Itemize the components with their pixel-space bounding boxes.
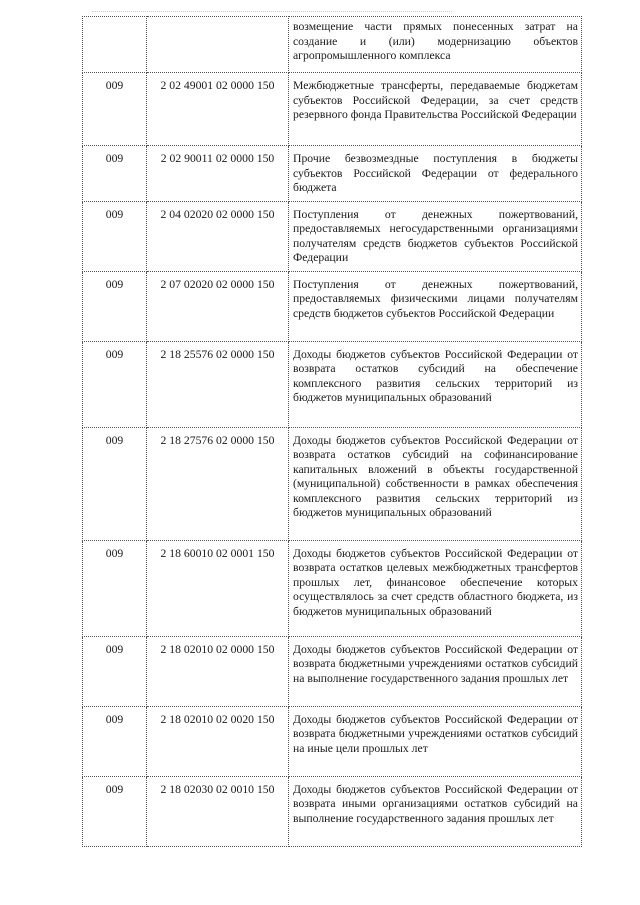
description-cell: Прочие безвозмездные поступления в бюджеты субъектов Российской Федерации от федерального бюджета: [289, 146, 582, 202]
description-cell: Межбюджетные трансферты, передаваемые бюджетам субъектов Российской Федерации, за счет средств резервного фонда Правительства Российской Федерации: [289, 73, 582, 146]
income-code-cell: 2 18 02030 02 0010 150: [147, 776, 289, 846]
description-cell: Доходы бюджетов субъектов Российской Федерации от возврата остатков субсидий на софинансирование капитальных вложений в объекты государственной (муниципальной) собственности в рамках обеспечения комплексного развития сельских территорий из бюджетов муниципальных образований: [289, 427, 582, 540]
description-cell: Доходы бюджетов субъектов Российской Федерации от возврата иными организациями остатков субсидий на выполнение государственного задания прошлых лет: [289, 776, 582, 846]
income-code-cell: 2 18 02010 02 0000 150: [147, 636, 289, 706]
description-cell: Доходы бюджетов субъектов Российской Федерации от возврата бюджетными учреждениями остатков субсидий на иные цели прошлых лет: [289, 706, 582, 776]
description-cell: возмещение части прямых понесенных затрат на создание и (или) модернизацию объектов агропромышленного комплекса: [289, 17, 582, 73]
admin-code-cell: 009: [83, 271, 147, 341]
admin-code-cell: 009: [83, 427, 147, 540]
admin-code-cell: [83, 17, 147, 73]
income-code-cell: 2 07 02020 02 0000 150: [147, 271, 289, 341]
table-row: [83, 17, 582, 73]
income-codes-table: [82, 16, 582, 847]
table-row: [83, 636, 582, 706]
income-code-cell: 2 02 49001 02 0000 150: [147, 73, 289, 146]
description-cell: Поступления от денежных пожертвований, предоставляемых физическими лицами получателям средств бюджетов субъектов Российской Федерации: [289, 271, 582, 341]
table-row: [83, 341, 582, 427]
table-row: [83, 540, 582, 636]
admin-code-cell: 009: [83, 706, 147, 776]
admin-code-cell: 009: [83, 776, 147, 846]
income-code-cell: 2 18 25576 02 0000 150: [147, 341, 289, 427]
table-row: [83, 706, 582, 776]
page-top-edge: [92, 11, 452, 12]
income-code-cell: 2 04 02020 02 0000 150: [147, 201, 289, 271]
table-row: [83, 427, 582, 540]
income-code-cell: [147, 17, 289, 73]
table-row: [83, 271, 582, 341]
table-row: [83, 201, 582, 271]
income-code-cell: 2 02 90011 02 0000 150: [147, 146, 289, 202]
admin-code-cell: 009: [83, 73, 147, 146]
description-cell: Доходы бюджетов субъектов Российской Федерации от возврата бюджетными учреждениями остатков субсидий на выполнение государственного задания прошлых лет: [289, 636, 582, 706]
income-code-cell: 2 18 27576 02 0000 150: [147, 427, 289, 540]
admin-code-cell: 009: [83, 636, 147, 706]
description-cell: Доходы бюджетов субъектов Российской Федерации от возврата остатков целевых межбюджетных трансфертов прошлых лет, финансовое обеспечение которых осуществлялось за счет средств областного бюджета, из бюджетов муниципальных образований: [289, 540, 582, 636]
table-row: [83, 73, 582, 146]
income-code-cell: 2 18 60010 02 0001 150: [147, 540, 289, 636]
admin-code-cell: 009: [83, 540, 147, 636]
admin-code-cell: 009: [83, 201, 147, 271]
table-row: [83, 776, 582, 846]
admin-code-cell: 009: [83, 146, 147, 202]
description-cell: Поступления от денежных пожертвований, предоставляемых негосударственными организациями получателям средств бюджетов субъектов Российской Федерации: [289, 201, 582, 271]
income-code-cell: 2 18 02010 02 0020 150: [147, 706, 289, 776]
table-row: [83, 146, 582, 202]
admin-code-cell: 009: [83, 341, 147, 427]
description-cell: Доходы бюджетов субъектов Российской Федерации от возврата остатков субсидий на обеспечение комплексного развития сельских территорий из бюджетов муниципальных образований: [289, 341, 582, 427]
